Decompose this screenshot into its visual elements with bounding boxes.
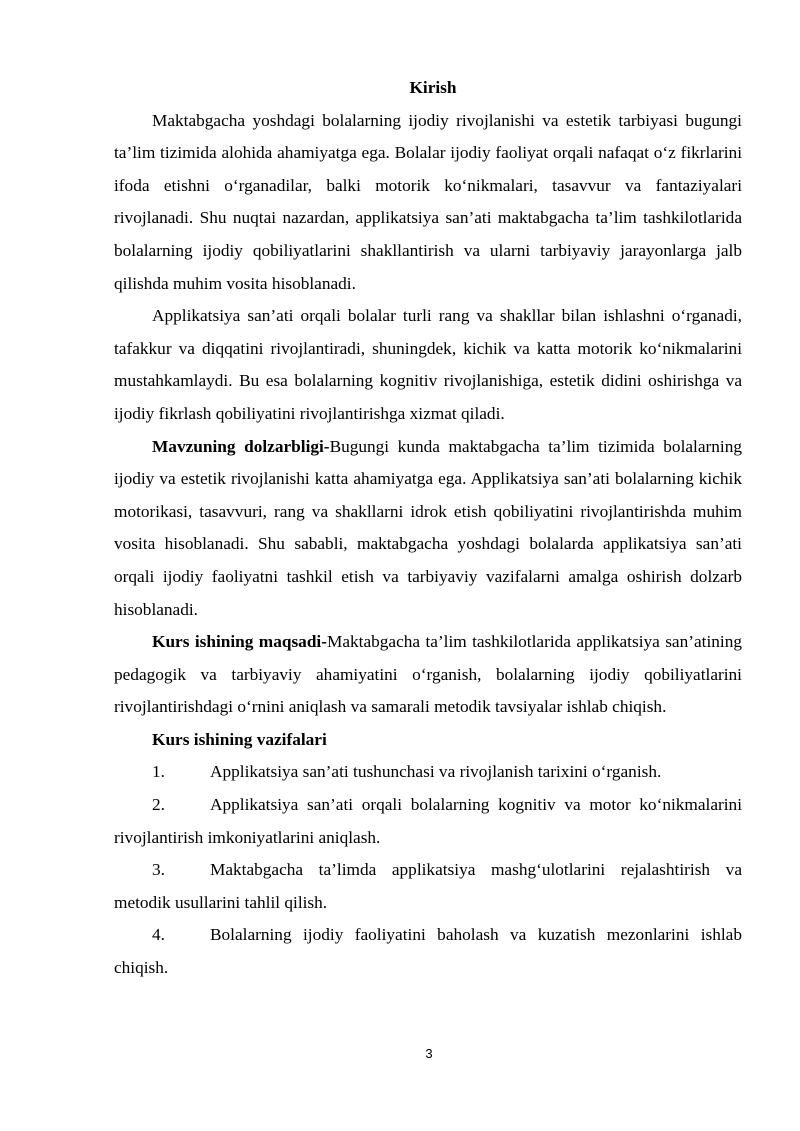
purpose-text: Maktabgacha ta’lim tashkilotlarida applikatsiya san’atining pedagogik va tarbiyaviy ahamiyatini o‘rganish, bolalarning ijodiy qobiliyatlarini rivojlantirishdagi o‘rnini aniqlash va samarali metodik tavsiyalar ishlab chiqish. xyxy=(114,632,742,717)
task-item-1 xyxy=(114,756,742,789)
task-text: Bolalarning ijodiy faoliyatini baholash va kuzatish mezonlarini ishlab chiqish. xyxy=(114,925,742,978)
tasks-heading: Kurs ishining vazifalari xyxy=(152,729,327,749)
task-number: 3. xyxy=(152,860,165,880)
task-number: 1. xyxy=(152,762,165,782)
task-text: Maktabgacha ta’limda applikatsiya mashg‘ulotlarini rejalashtirish va metodik usullarini tahlil qilish. xyxy=(114,860,742,912)
section-title: Kirish xyxy=(409,78,457,97)
task-number: 4. xyxy=(152,925,165,945)
relevance-text: Bugungi kunda maktabgacha ta’lim tizimida bolalarning ijodiy va estetik rivojlanishi katta ahamiyatga ega. Applikatsiya san’ati bolalarning kichik motorikasi, tasavvuri, rang va shakllarni idrok etish qobiliyatini rivojlantirishda muhim vosita hisoblanadi. Shu sababli, maktabgacha yoshdagi bolalarda applikatsiya san’ati orqali ijodiy faoliyatni tashkil etish va tarbiyaviy vazifalarni amalga oshirish dolzarb hisoblanadi. xyxy=(114,436,742,619)
task-item-4 xyxy=(114,919,742,984)
intro-paragraph-1: Maktabgacha yoshdagi bolalarning ijodiy rivojlanishi va estetik tarbiyasi bugungi ta’lim tizimida alohida ahamiyatga ega. Bolalar ijodiy faoliyat orqali nafaqat o‘z fikrlarini ifoda etishni o‘rganadilar, balki motorik ko‘nikmalari, tasavvur va fantaziyalari rivojlanadi. Shu nuqtai nazardan, applikatsiya san’ati maktabgacha ta’lim tashkilotlarida bolalarning ijodiy qobiliyatlarini shakllantirish va ularni tarbiyaviy jarayonlarga jalb qilishda muhim vosita hisoblanadi. xyxy=(114,110,742,293)
relevance-label: Mavzuning dolzarbligi- xyxy=(152,436,330,456)
task-text: Applikatsiya san’ati orqali bolalarning kognitiv va motor ko‘nikmalarini rivojlantirish imkoniyatlarini aniqlash. xyxy=(114,795,742,847)
purpose-paragraph xyxy=(114,626,742,724)
purpose-label: Kurs ishining maqsadi- xyxy=(152,632,327,652)
intro-paragraph-2: Applikatsiya san’ati orqali bolalar turli rang va shakllar bilan ishlashni o‘rganadi, tafakkur va diqqatini rivojlantiradi, shuningdek, kichik va katta motorik ko‘nikmalarini mustahkamlaydi. Bu esa bolalarning kognitiv rivojlanishiga, estetik didini oshirishga va ijodiy fikrlash qobiliyatini rivojlantirishga xizmat qiladi. xyxy=(114,306,742,423)
task-item-2 xyxy=(114,789,742,854)
task-item-3 xyxy=(114,854,742,919)
task-number: 2. xyxy=(152,795,165,815)
page-number: 3 xyxy=(425,1046,433,1061)
relevance-paragraph xyxy=(114,431,742,627)
task-text: Applikatsiya san’ati tushunchasi va rivojlanish tarixini o‘rganish. xyxy=(210,762,662,782)
